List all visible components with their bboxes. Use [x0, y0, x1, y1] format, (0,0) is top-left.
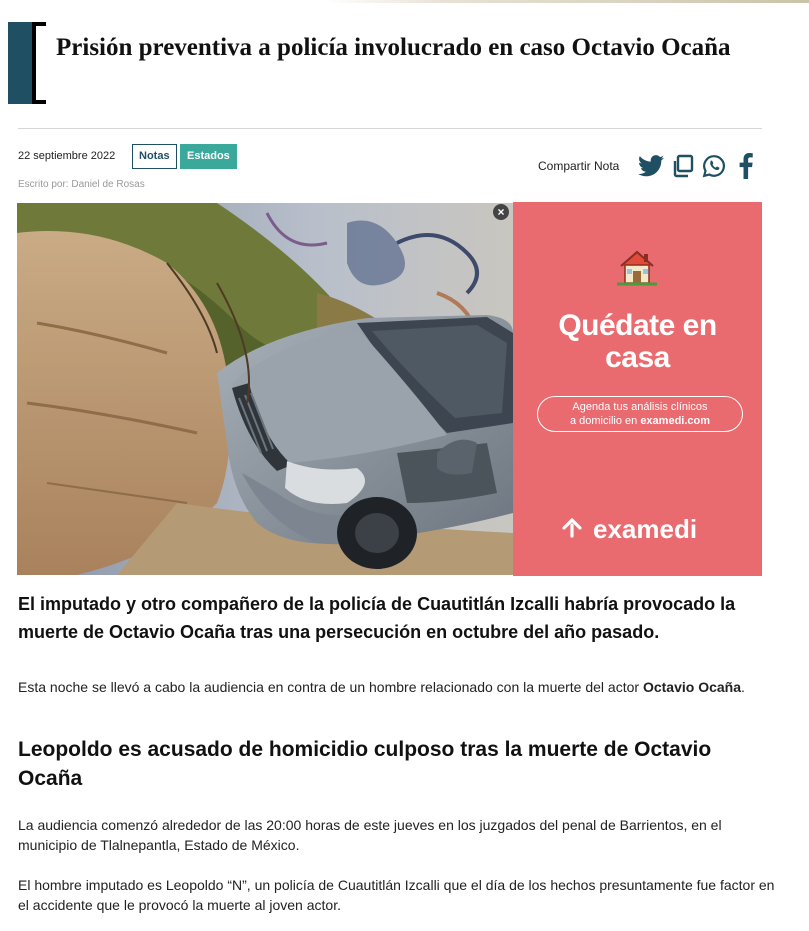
- copy-icon[interactable]: [670, 152, 696, 180]
- ad-brand: [561, 514, 697, 545]
- tag-notas[interactable]: Notas: [132, 144, 177, 169]
- hero-image: [17, 203, 513, 575]
- article-paragraph-2: La audiencia comenzó alrededor de las 20:00 horas de este jueves en los juzgados del penal de Barrientos, en el municipio de Tlalnepantla, Estado de México.: [18, 817, 722, 853]
- top-decorative-strip: [0, 0, 809, 3]
- article-lead: El imputado y otro compañero de la policía de Cuautitlán Izcalli habría provocado la muerte de Octavio Ocaña tras una persecución en octubre del año pasado.: [18, 594, 736, 642]
- ad-pill-line1: Agenda tus análisis clínicos: [572, 401, 708, 413]
- article-title: Prisión preventiva a policía involucrado en caso Octavio Ocaña: [56, 34, 731, 61]
- article-paragraph-3: El hombre imputado es Leopoldo “N”, un policía de Cuautitlán Izcalli que el día de los hechos presuntamente fue factor en el accidente que le provocó la muerte al joven actor.: [18, 877, 775, 913]
- ad-headline: Quédate en casa: [558, 309, 717, 374]
- whatsapp-icon[interactable]: [701, 152, 727, 180]
- tag-estados[interactable]: Estados: [180, 144, 237, 169]
- twitter-icon[interactable]: [638, 152, 664, 180]
- title-divider: [18, 128, 762, 129]
- ad-close-button[interactable]: ×: [493, 204, 509, 220]
- house-icon: [617, 248, 657, 291]
- facebook-icon[interactable]: [733, 152, 759, 180]
- share-label: Compartir Nota: [538, 159, 620, 173]
- ad-banner[interactable]: [513, 202, 762, 576]
- ad-cta-pill[interactable]: [537, 396, 743, 432]
- article-paragraph-1: Esta noche se llevó a cabo la audiencia en contra de un hombre relacionado con la muerte del actor Octavio Ocaña.: [18, 679, 745, 695]
- brand-arrow-icon: [561, 514, 583, 545]
- ad-pill-line2: a domicilio en examedi.com: [569, 415, 711, 427]
- article-subheading: Leopoldo es acusado de homicidio culposo tras la muerte de Octavio Ocaña: [18, 738, 712, 790]
- article-date: 22 septiembre 2022: [18, 150, 116, 162]
- title-bracket: [32, 22, 46, 104]
- title-accent-bar: [8, 22, 34, 104]
- article-author: Escrito por: Daniel de Rosas: [18, 179, 145, 190]
- ad-brand-name: examedi: [593, 514, 698, 544]
